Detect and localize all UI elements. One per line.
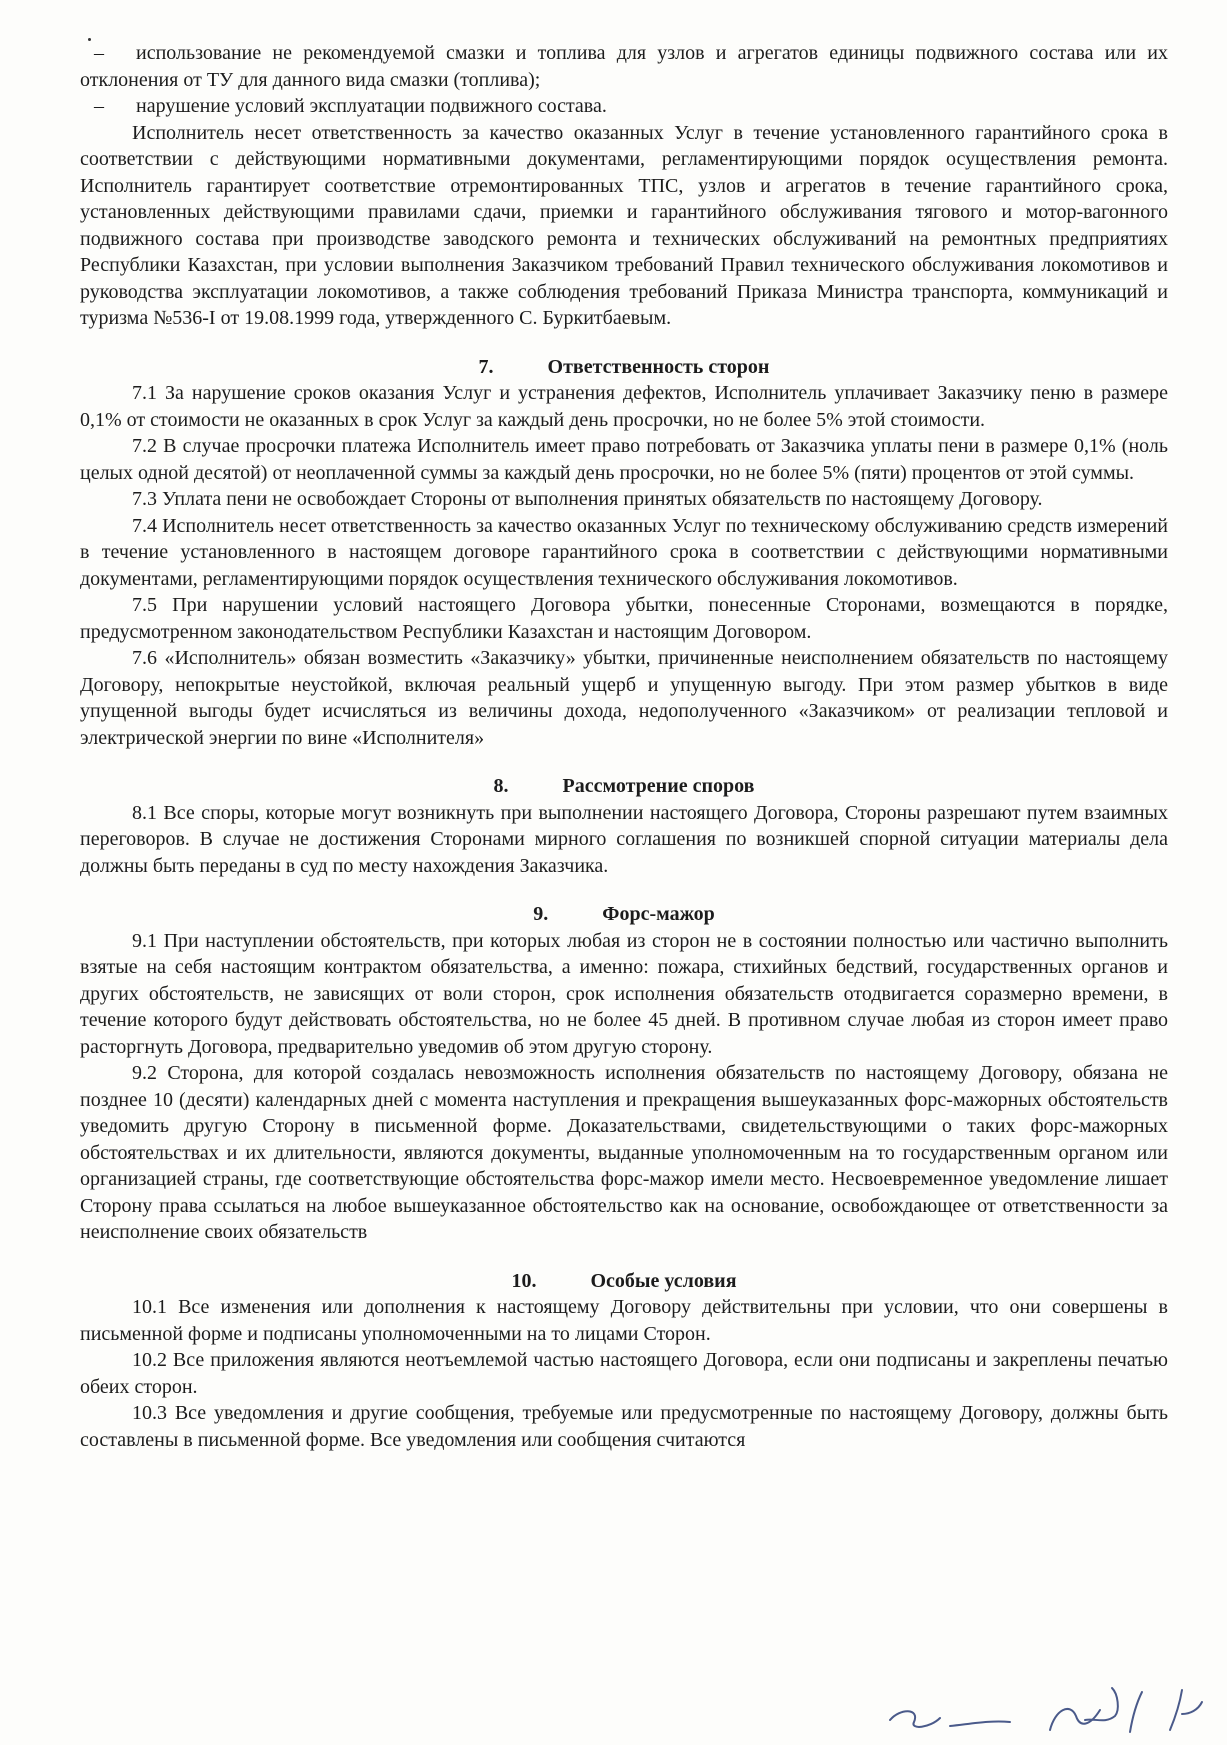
clause-paragraph: 10.2 Все приложения являются неотъемлемой частью настоящего Договора, если они подписаны и закреплены печатью обеих сторон. xyxy=(80,1349,1168,1398)
section-heading: 7. Ответственность сторон xyxy=(478,355,770,378)
clause-paragraph: 7.1 За нарушение сроков оказания Услуг и устранения дефектов, Исполнитель уплачивает Заказчику пеню в размере 0,1% от стоимости не оказанных в срок Услуг за каждый день просрочки, но не более 5% этой стоимости. xyxy=(80,382,1168,431)
list-item: – использование не рекомендуемой смазки и топлива для узлов и агрегатов единицы подвижного состава или их отклонения от ТУ для данного вида смазки (топлива); xyxy=(80,42,1168,91)
clause-paragraph: 7.4 Исполнитель несет ответственность за качество оказанных Услуг по техническому обслуживанию средств измерений в течение установленного в настоящем договоре гарантийного срока в соответствии с действующими нормативными документами, регламентирующими порядок осуществления технического обслуживания локомотивов. xyxy=(80,514,1168,590)
clause-paragraph: 8.1 Все споры, которые могут возникнуть при выполнении настоящего Договора, Стороны разрешают путем взаимных переговоров. В случае не достижения Сторонами мирного соглашения по возникшей спорной ситуации материалы дела должны быть переданы в суд по месту нахождения Заказчика. xyxy=(80,801,1168,877)
clause-paragraph: 7.2 В случае просрочки платежа Исполнитель имеет право потребовать от Заказчика уплаты пени в размере 0,1% (ноль целых одной десятой) от неоплаченной суммы за каждый день просрочки, но не более 5% (пяти) процентов от этой суммы. xyxy=(80,435,1168,484)
clause-paragraph: 10.3 Все уведомления и другие сообщения, требуемые или предусмотренные по настоящему Договору, должны быть составлены в письменной форме. Все уведомления или сообщения считаются xyxy=(80,1402,1168,1451)
section-heading: 8. Рассмотрение споров xyxy=(493,775,755,797)
clause-paragraph: 9.1 При наступлении обстоятельств, при которых любая из сторон не в состоянии полностью или частично выполнить взятые на себя настоящим контрактом обязательства, а именно: пожара, стихийных бедствий, государственных органов и других обстоятельств, не зависящих от воли сторон, срок исполнения обязательств отодвигается соразмерно времени, в течение которого будут действовать обстоятельства, но не более 45 дней. В противном случае любая из сторон имеет право расторгнуть Договора, предварительно уведомив об этом другую сторону. xyxy=(80,929,1168,1058)
list-item: – нарушение условий эксплуатации подвижного состава. xyxy=(94,95,607,117)
section-heading: 10. Особые условия xyxy=(511,1269,737,1292)
clause-paragraph: 7.3 Уплата пени не освобождает Стороны от выполнения принятых обязательств по настоящему Договору. xyxy=(132,488,1043,510)
handwritten-signature xyxy=(880,1680,1210,1740)
clause-paragraph: 10.1 Все изменения или дополнения к настоящему Договору действительны при условии, что они совершены в письменной форме и подписаны уполномоченными на то лицами Сторон. xyxy=(80,1296,1168,1345)
clause-paragraph: 7.5 При нарушении условий настоящего Договора убытки, понесенные Сторонами, возмещаются в порядке, предусмотренном законодательством Республики Казахстан и настоящим Договором. xyxy=(80,594,1168,643)
intro-paragraph: Исполнитель несет ответственность за качество оказанных Услуг в течение установленного гарантийного срока в соответствии с действующими нормативными документами, регламентирующими порядок осуществления ремонта. Исполнитель гарантирует соответствие отремонтированных ТПС, узлов и агрегатов в течение гарантийного срока, установленных действующими правилами сдачи, приемки и гарантийного обслуживания тягового и мотор-вагонного подвижного состава при производстве заводского ремонта и технических обслуживаний на ремонтных предприятиях Республики Казахстан, при условии выполнения Заказчиком требований Правил технического обслуживания локомотивов и руководства эксплуатации локомотивов, а также соблюдения требований Приказа Министра транспорта, коммуникаций и туризма №536-I от 19.08.1999 года, утвержденного С. Буркитбаевым. xyxy=(80,121,1168,329)
document-body xyxy=(80,40,1168,1453)
clause-paragraph: 9.2 Сторона, для которой создалась невозможность исполнения обязательств по настоящему Договору, обязана не позднее 10 (десяти) календарных дней с момента наступления и прекращения вышеуказанных форс-мажорных обстоятельств уведомить другую Сторону в письменной форме. Доказательствами, свидетельствующими о таких форс-мажорных обстоятельствах и их длительности, являются документы, выданные уполномоченным на то государственным органом или организацией страны, где соответствующие обстоятельства форс-мажор имели место. Несвоевременное уведомление лишает Сторону права ссылаться на любое вышеуказанное обстоятельство как на основание, освобождающее от ответственности за неисполнение своих обязательств xyxy=(80,1062,1168,1243)
section-heading: 9. Форс-мажор xyxy=(533,903,715,925)
clause-paragraph: 7.6 «Исполнитель» обязан возместить «Заказчику» убытки, причиненные неисполнением обязательств по настоящему Договору, непокрытые неустойкой, включая реальный ущерб и упущенную выгоду. При этом размер убытков в виде упущенной выгоды будет исчисляться из величины дохода, недополученного «Заказчиком» от реализации тепловой и электрической энергии по вине «Исполнителя» xyxy=(80,647,1168,749)
